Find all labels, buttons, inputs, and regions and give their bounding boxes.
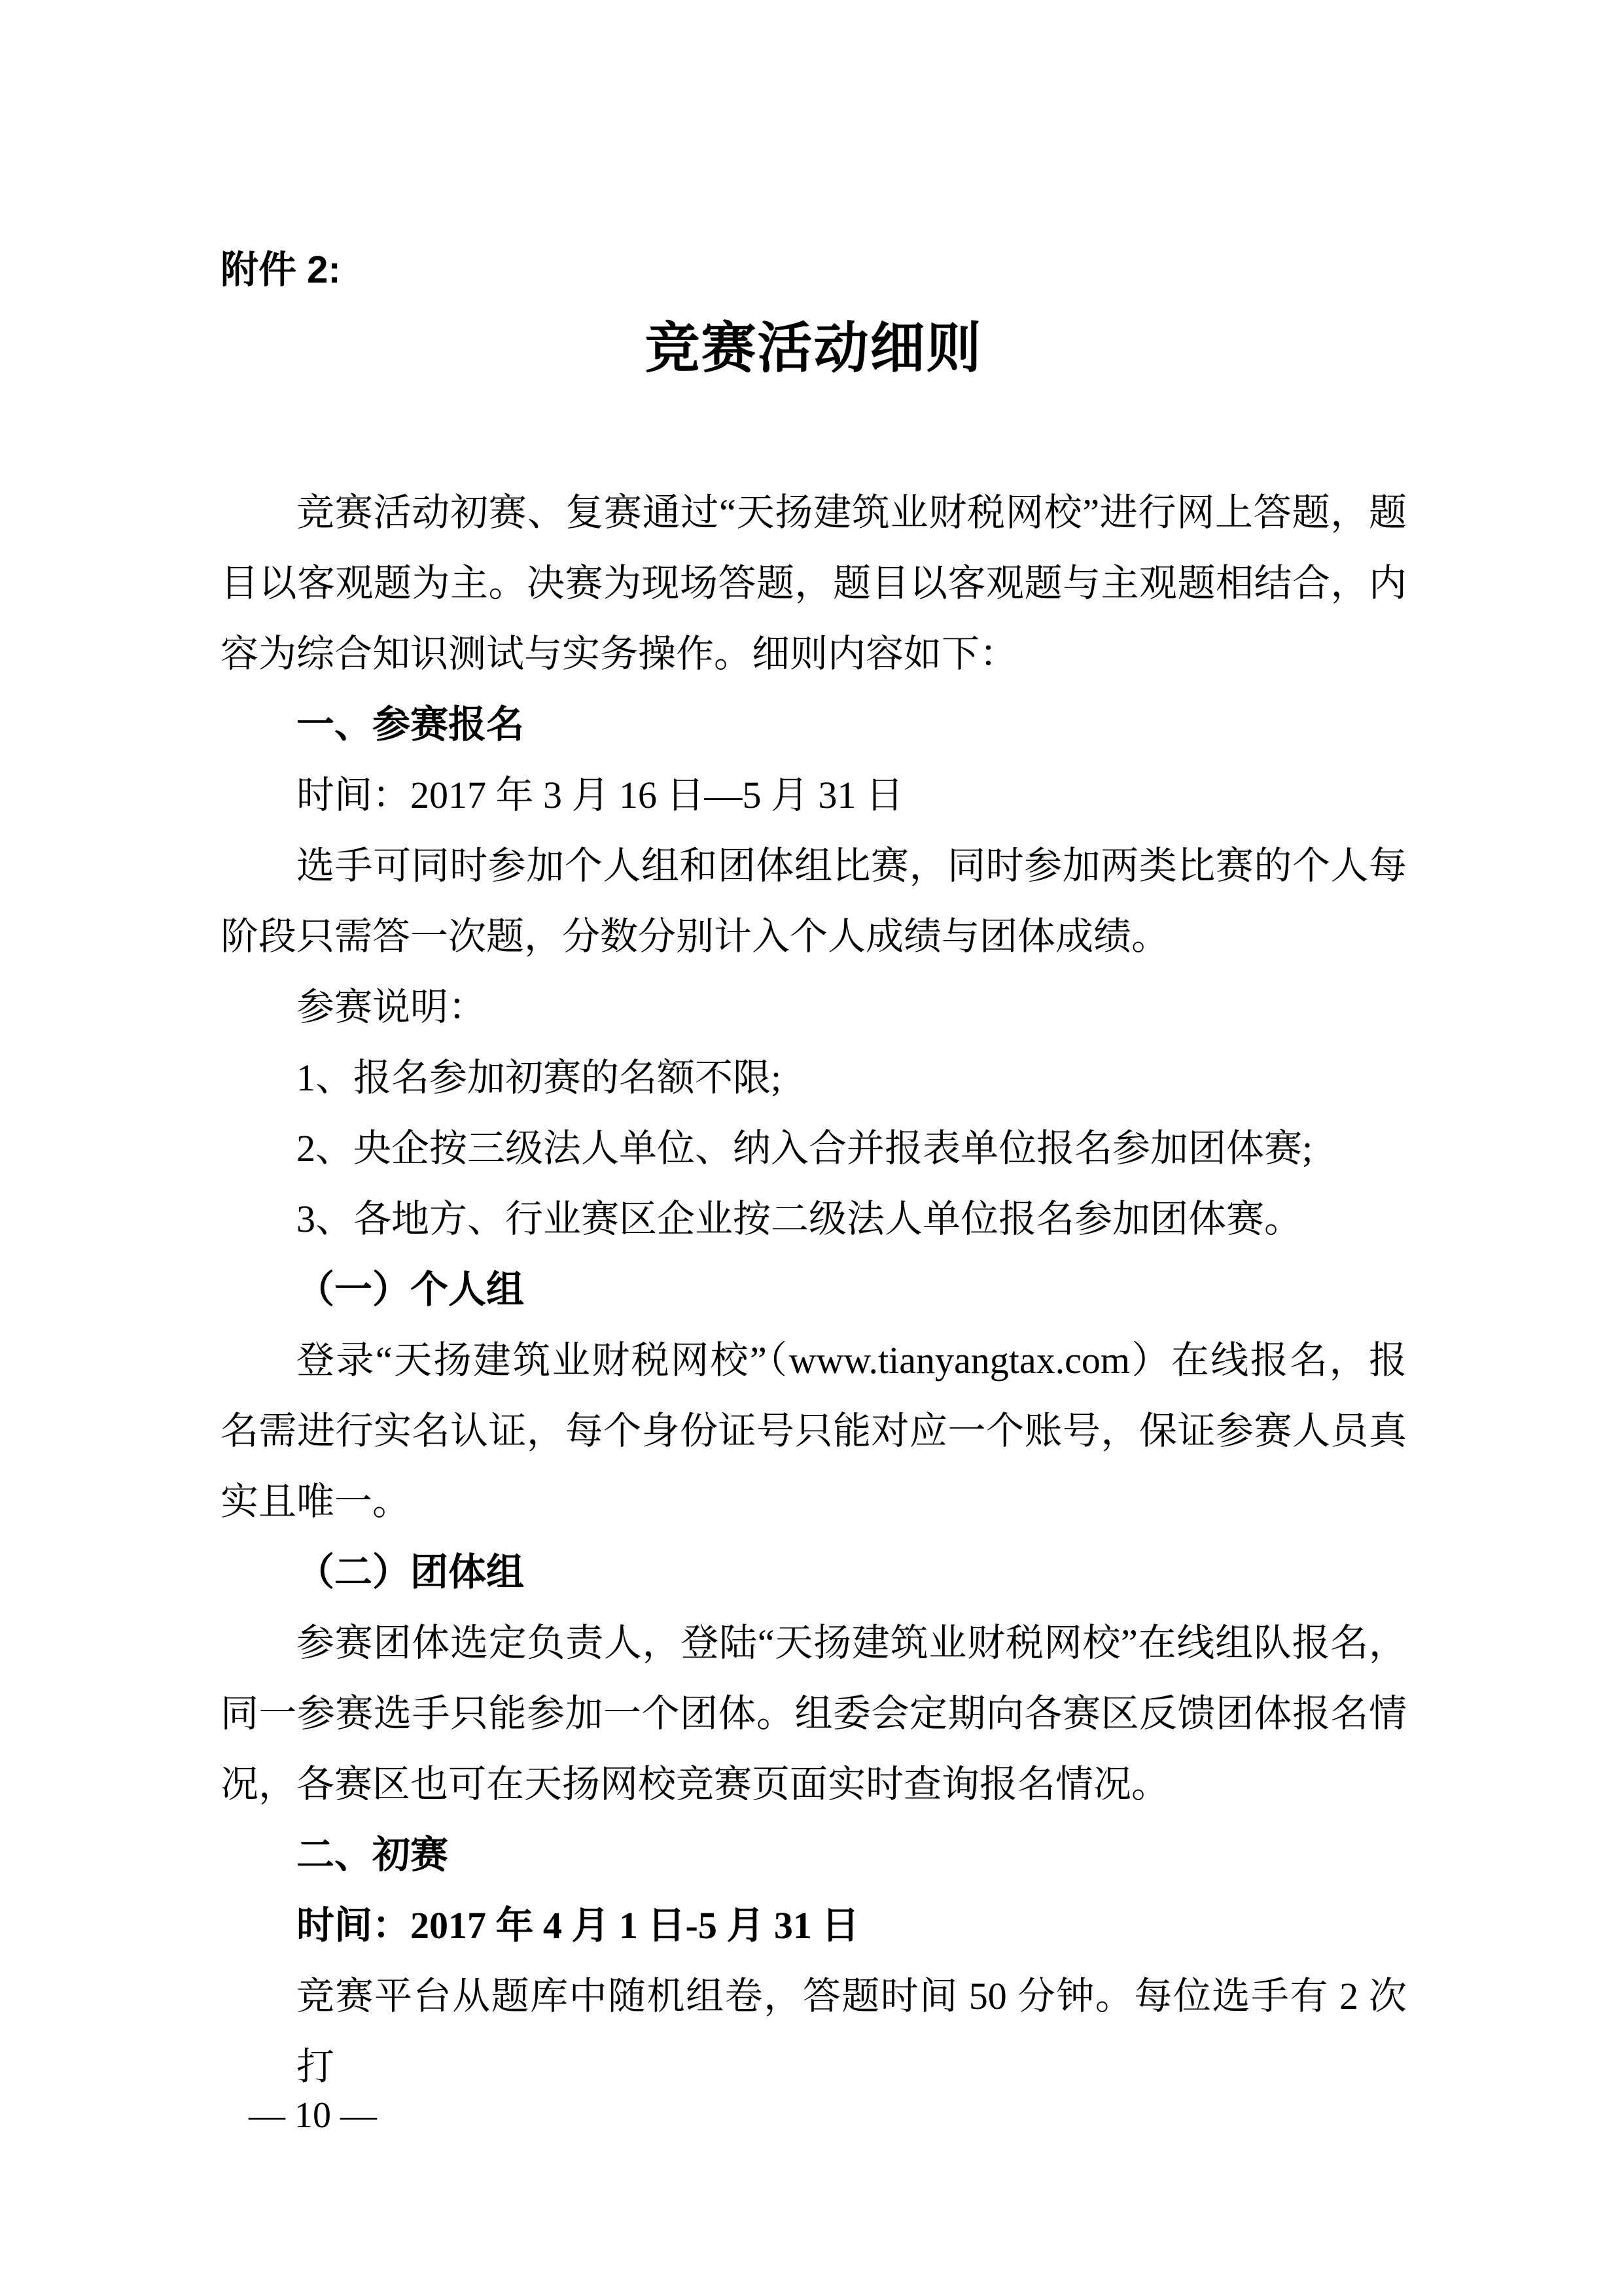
subsection-1-heading: （一）个人组: [296, 1268, 525, 1311]
note-item-1: 1、报名参加初赛的名额不限;: [296, 1056, 782, 1099]
intro-line: 竞赛活动初赛、复赛通过“天扬建筑业财税网校”进行网上答题，题: [296, 491, 1407, 534]
document-title: 竞赛活动细则: [644, 319, 983, 379]
team-group-para-line: 况，各赛区也可在天扬网校竞赛页面实时查询报名情况。: [221, 1763, 1170, 1805]
document-body: [221, 478, 1407, 2088]
individual-group-para-line: 名需进行实名认证，每个身份证号只能对应一个账号，保证参赛人员真: [221, 1410, 1407, 1452]
section-1-heading: 一、参赛报名: [296, 703, 525, 746]
attachment-label: 附件 2:: [221, 249, 341, 291]
registration-para-line: 选手可同时参加个人组和团体组比赛，同时参加两类比赛的个人每: [296, 844, 1407, 887]
note-label: 参赛说明：: [296, 986, 487, 1028]
note-item-2: 2、央企按三级法人单位、纳入合并报表单位报名参加团体赛;: [296, 1127, 1313, 1170]
registration-para-line: 阶段只需答一次题，分数分别计入个人成绩与团体成绩。: [221, 915, 1170, 958]
note-item-3: 3、各地方、行业赛区企业按二级法人单位报名参加团体赛。: [296, 1198, 1303, 1240]
team-group-para-line: 同一参赛选手只能参加一个团体。组委会定期向各赛区反馈团体报名情: [221, 1692, 1407, 1735]
intro-line: 目以客观题为主。决赛为现场答题，题目以客观题与主观题相结合，内: [221, 562, 1407, 604]
registration-time-line: 时间：2017 年 3 月 16 日—5 月 31 日: [296, 774, 904, 816]
section-2-heading: 二、初赛: [296, 1834, 449, 1876]
preliminary-para-line: 竞赛平台从题库中随机组卷，答题时间 50 分钟。每位选手有 2 次打: [296, 1975, 1407, 2088]
individual-group-para-line: 登录“天扬建筑业财税网校”（www.tianyangtax.com）在线报名，报: [296, 1339, 1407, 1382]
page-number: — 10 —: [249, 2095, 377, 2136]
team-group-para-line: 参赛团体选定负责人，登陆“天扬建筑业财税网校”在线组队报名，: [296, 1622, 1407, 1664]
subsection-2-heading: （二）团体组: [296, 1551, 525, 1593]
preliminary-time-line: 时间：2017 年 4 月 1 日-5 月 31 日: [296, 1904, 860, 1947]
intro-line: 容为综合知识测试与实务操作。细则内容如下：: [221, 633, 1018, 675]
individual-group-para-line: 实且唯一。: [221, 1480, 411, 1523]
